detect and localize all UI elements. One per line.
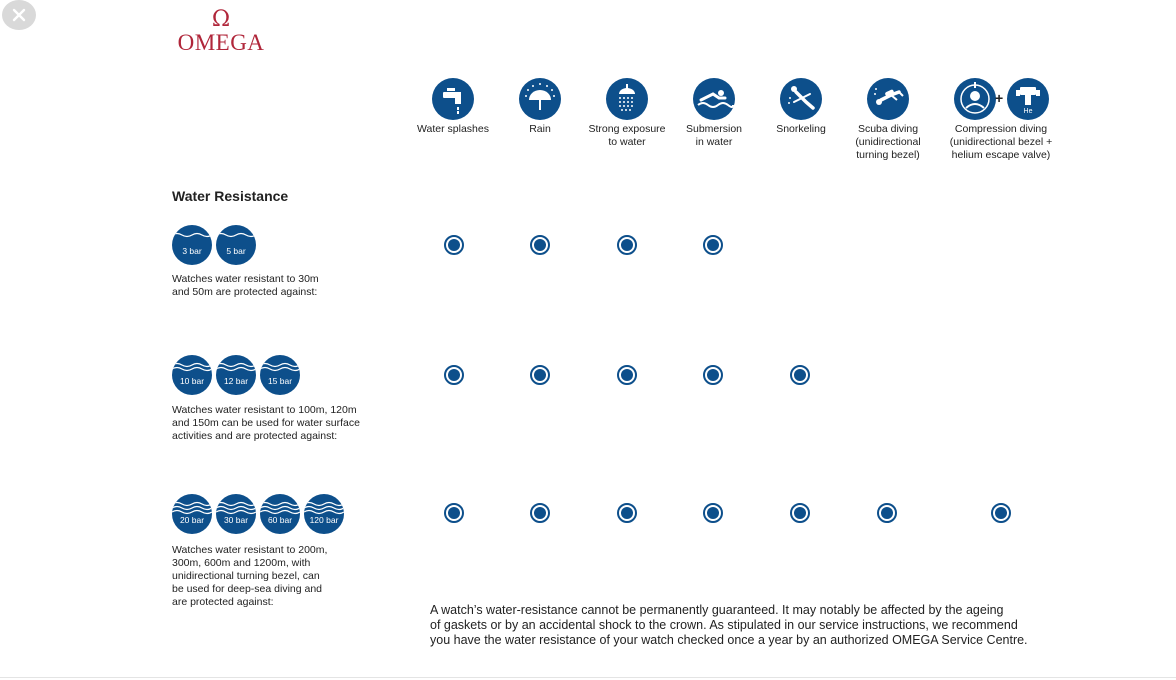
protected-indicator <box>790 365 810 385</box>
group-description: Watches water resistant to 30m and 50m are protected against: <box>172 273 319 298</box>
umbrella-rain-icon <box>519 78 561 120</box>
pressure-label: 10 bar <box>179 376 205 386</box>
wave-icon <box>260 494 300 534</box>
wave-icon <box>216 225 256 265</box>
protected-indicator <box>703 235 723 255</box>
pressure-badge <box>216 355 256 395</box>
swimmer-icon <box>693 78 735 120</box>
pressure-label: 15 bar <box>267 376 293 386</box>
protected-indicator <box>617 503 637 523</box>
pressure-badge <box>216 225 256 265</box>
pressure-label: 60 bar <box>267 515 293 525</box>
group-description: Watches water resistant to 200m, 300m, 600m and 1200m, with unidirectional turning bezel, can be used for deep-sea diving and are protected against: <box>172 544 328 608</box>
wave-icon <box>260 355 300 395</box>
pressure-label: 3 bar <box>182 246 202 256</box>
protected-indicator <box>877 503 897 523</box>
protected-indicator <box>703 503 723 523</box>
activity-label: Submersion in water <box>685 123 743 148</box>
protected-indicator <box>617 235 637 255</box>
section-title: Water Resistance <box>172 188 289 204</box>
protected-indicator <box>991 503 1011 523</box>
protected-indicator <box>617 365 637 385</box>
pressure-badge <box>260 494 300 534</box>
protected-indicator <box>444 365 464 385</box>
helium-valve-icon <box>1007 78 1049 120</box>
activity-label: Water splashes <box>417 123 489 135</box>
protected-indicator <box>790 503 810 523</box>
pressure-badge <box>172 494 212 534</box>
pressure-badge <box>216 494 256 534</box>
plus-sign: + <box>995 90 1004 106</box>
wave-icon <box>172 225 212 265</box>
wave-icon <box>304 494 344 534</box>
pressure-label: 5 bar <box>226 246 246 256</box>
protected-indicator <box>703 365 723 385</box>
wave-icon <box>172 355 212 395</box>
footnote: A watch’s water-resistance cannot be permanently guaranteed. It may notably be affected by the ageing of gaskets or by an accidental shock to the crown. As stipulated in our service instructions, we recommend you have the water resistance of your watch checked once a year by an authorized OMEGA Service Centre. <box>430 603 1028 647</box>
activity-label: Scuba diving (unidirectional turning bezel) <box>855 123 921 161</box>
close-button[interactable] <box>2 0 36 30</box>
protected-indicator <box>444 503 464 523</box>
pressure-label: 30 bar <box>223 515 249 525</box>
divider <box>0 677 1176 678</box>
wave-icon <box>216 355 256 395</box>
omega-wordmark: OMEGA <box>177 30 265 55</box>
omega-symbol: Ω <box>211 7 231 32</box>
wave-icon <box>172 494 212 534</box>
pressure-label: 20 bar <box>179 515 205 525</box>
shower-icon <box>606 78 648 120</box>
protected-indicator <box>444 235 464 255</box>
protected-indicator <box>530 235 550 255</box>
wave-icon <box>216 494 256 534</box>
scuba-diver-icon <box>867 78 909 120</box>
faucet-icon <box>432 78 474 120</box>
close-icon <box>12 8 26 22</box>
snorkeler-icon <box>780 78 822 120</box>
compression-diving-icon <box>954 78 996 120</box>
pressure-label: 12 bar <box>223 376 249 386</box>
pressure-label: 120 bar <box>309 515 339 525</box>
protected-indicator <box>530 503 550 523</box>
activity-label: Strong exposure to water <box>588 123 666 148</box>
activity-label: Rain <box>529 123 551 135</box>
pressure-badge <box>172 355 212 395</box>
pressure-badge <box>304 494 344 534</box>
helium-label: He <box>1023 108 1033 115</box>
pressure-badge <box>260 355 300 395</box>
omega-logo <box>173 8 269 54</box>
group-description: Watches water resistant to 100m, 120m and 150m can be used for water surface activities and are protected against: <box>172 404 360 442</box>
activity-label: Compression diving (unidirectional bezel + helium escape valve) <box>949 123 1053 161</box>
protected-indicator <box>530 365 550 385</box>
activity-label: Snorkeling <box>776 123 826 135</box>
pressure-badge <box>172 225 212 265</box>
